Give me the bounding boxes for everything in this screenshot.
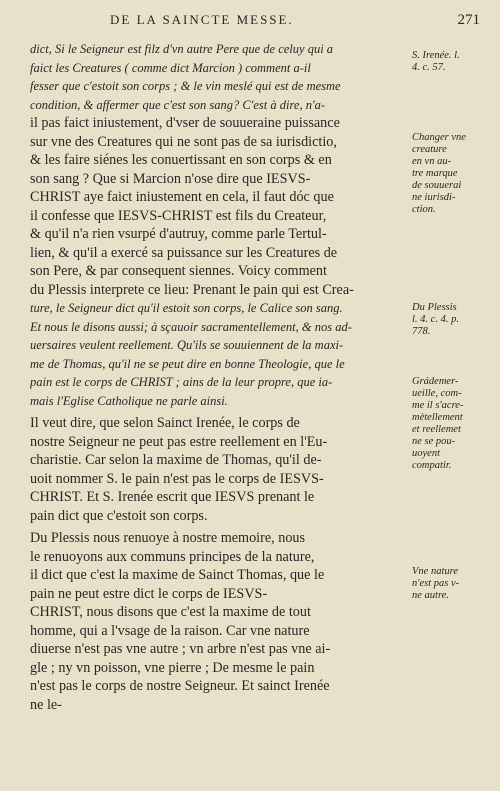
text-line: pain ne peut estre dict le corps de IESVS- [30,585,268,602]
page-header [40,12,490,34]
text-line: pain est le corps de CHRIST ; ains de la leur propre, que ia- [30,375,333,389]
running-head: DE LA SAINCTE MESSE. [110,12,294,27]
margin-note [412,302,498,338]
text-line: uersaires veulent reellement. Qu'ils se souuiennent de la maxi- [30,338,344,352]
text-line: diuerse n'est pas vne autre ; vn arbre n'est pas vne ai- [30,641,331,657]
margin-note-line: de souuerai [412,180,462,191]
text-line: dict, Si le Seigneur est filz d'vn autre Pere que de celuy qui a [30,42,334,56]
margin-note-line: Vne nature [412,566,458,577]
text-line: CHRIST aye faict iniustement en cela, il faut dóc que [30,189,334,205]
margin-note-line: ueille, com- [412,388,462,399]
margin-note-line: tre marque [412,168,458,179]
margin-note-line: l. 4. c. 4. p. [412,314,459,325]
text-line: il dict que c'est la maxime de Sainct Thomas, que le [30,567,325,583]
margin-note-line: 778. [412,326,431,337]
text-line: Du Plessis nous renuoye à nostre memoire, nous [30,530,306,546]
text-line: condition, & affermer que c'est son sang? C'est à dire, n'a- [30,97,326,112]
margin-note-line: uoyent [412,448,440,459]
margin-note-line: ne iurisdi- [412,192,456,203]
margin-note-line: en vn au- [412,156,452,167]
margin-note-line: ction. [412,204,436,215]
text-line: charistie. Car selon la maxime de Thomas, qu'il de- [30,452,322,468]
text-line: Il veut dire, que selon Sainct Irenée, le corps de [30,415,300,431]
margin-note-line: compatir. [412,460,452,471]
margin-note-line: ne se pou- [412,436,456,447]
margin-note-line: mètellement [412,412,463,423]
body-text [30,40,410,714]
text-line: lien, & qu'il a exercé sa puissance sur les Creatures de [30,244,338,261]
text-line: nostre Seigneur ne peut pas estre reellement en l'Eu- [30,433,328,450]
text-line: du Plessis interprete ce lieu: Prenant le pain qui est Crea- [30,281,354,298]
text-line: n'est pas le corps de nostre Seigneur. Et sainct Irenée [30,678,330,694]
text-line: sur vne des Creatures qui ne sont pas de sa iurisdictio, [30,133,337,150]
text-line: Et nous le disons aussi; à sçauoir sacramentellement, & nos ad- [30,319,352,334]
text-line: & les faire siénes les conuertissant en son corps & en [30,152,332,168]
text-line: CHRIST. Et S. Irenée escrit que IESVS prenant le [30,489,315,505]
margin-note-line: ne autre. [412,590,449,601]
text-line: son sang ? Que si Marcion n'ose dire que IESVS- [30,170,311,187]
text-line: mais l'Eglise Catholique ne parle ainsi. [30,393,228,408]
margin-note-line: Changer vne [412,132,466,143]
margin-note-line: Grádemer- [412,376,459,387]
text-line: homme, qui a l'vsage de la raison. Car vne nature [30,622,310,639]
margin-note-line: 4. c. 57. [412,62,446,73]
text-line: faict les Creatures ( comme dict Marcion ) comment a-il [30,60,311,75]
margin-note [412,132,498,216]
margin-note-line: me il s'acre- [412,400,464,411]
margin-note-line: et reellemet [412,424,461,435]
margin-note [412,50,498,74]
text-line: fesser que c'estoit son corps ; & le vin meslé qui est de mesme [30,79,341,93]
text-line: il pas faict iniustement, d'vser de souueraine puissance [30,115,340,131]
text-line: le renuoyons aux communs principes de la nature, [30,548,315,565]
text-line: & qu'il n'a rien vsurpé d'autruy, comme parle Tertul- [30,226,327,242]
page-number: 271 [457,12,480,28]
margin-note-line: creature [412,144,447,155]
text-line: il confesse que IESVS-CHRIST est fils du Createur, [30,207,327,224]
text-line: son Pere, & par consequent siennes. Voicy comment [30,263,327,279]
margin-note-line: S. Irenée. l. [412,50,460,61]
text-line: pain dict que c'estoit son corps. [30,507,208,524]
text-line: me de Thomas, qu'il ne se peut dire en bonne Theologie, que le [30,356,345,371]
margin-note-line: n'est pas v- [412,578,460,589]
text-line: CHRIST, nous disons que c'est la maxime de tout [30,604,311,620]
text-line: uoit nommer S. le pain n'est pas le corps de IESVS- [30,470,324,487]
margin-note-line: Du Plessis [412,302,457,313]
text-line: ne le- [30,696,62,713]
text-line: ture, le Seigneur dict qu'il estoit son corps, le Calice son sang. [30,301,343,315]
margin-note [412,566,498,602]
text-line: gle ; ny vn poisson, vne pierre ; De mesme le pain [30,659,315,676]
margin-note [412,376,498,472]
